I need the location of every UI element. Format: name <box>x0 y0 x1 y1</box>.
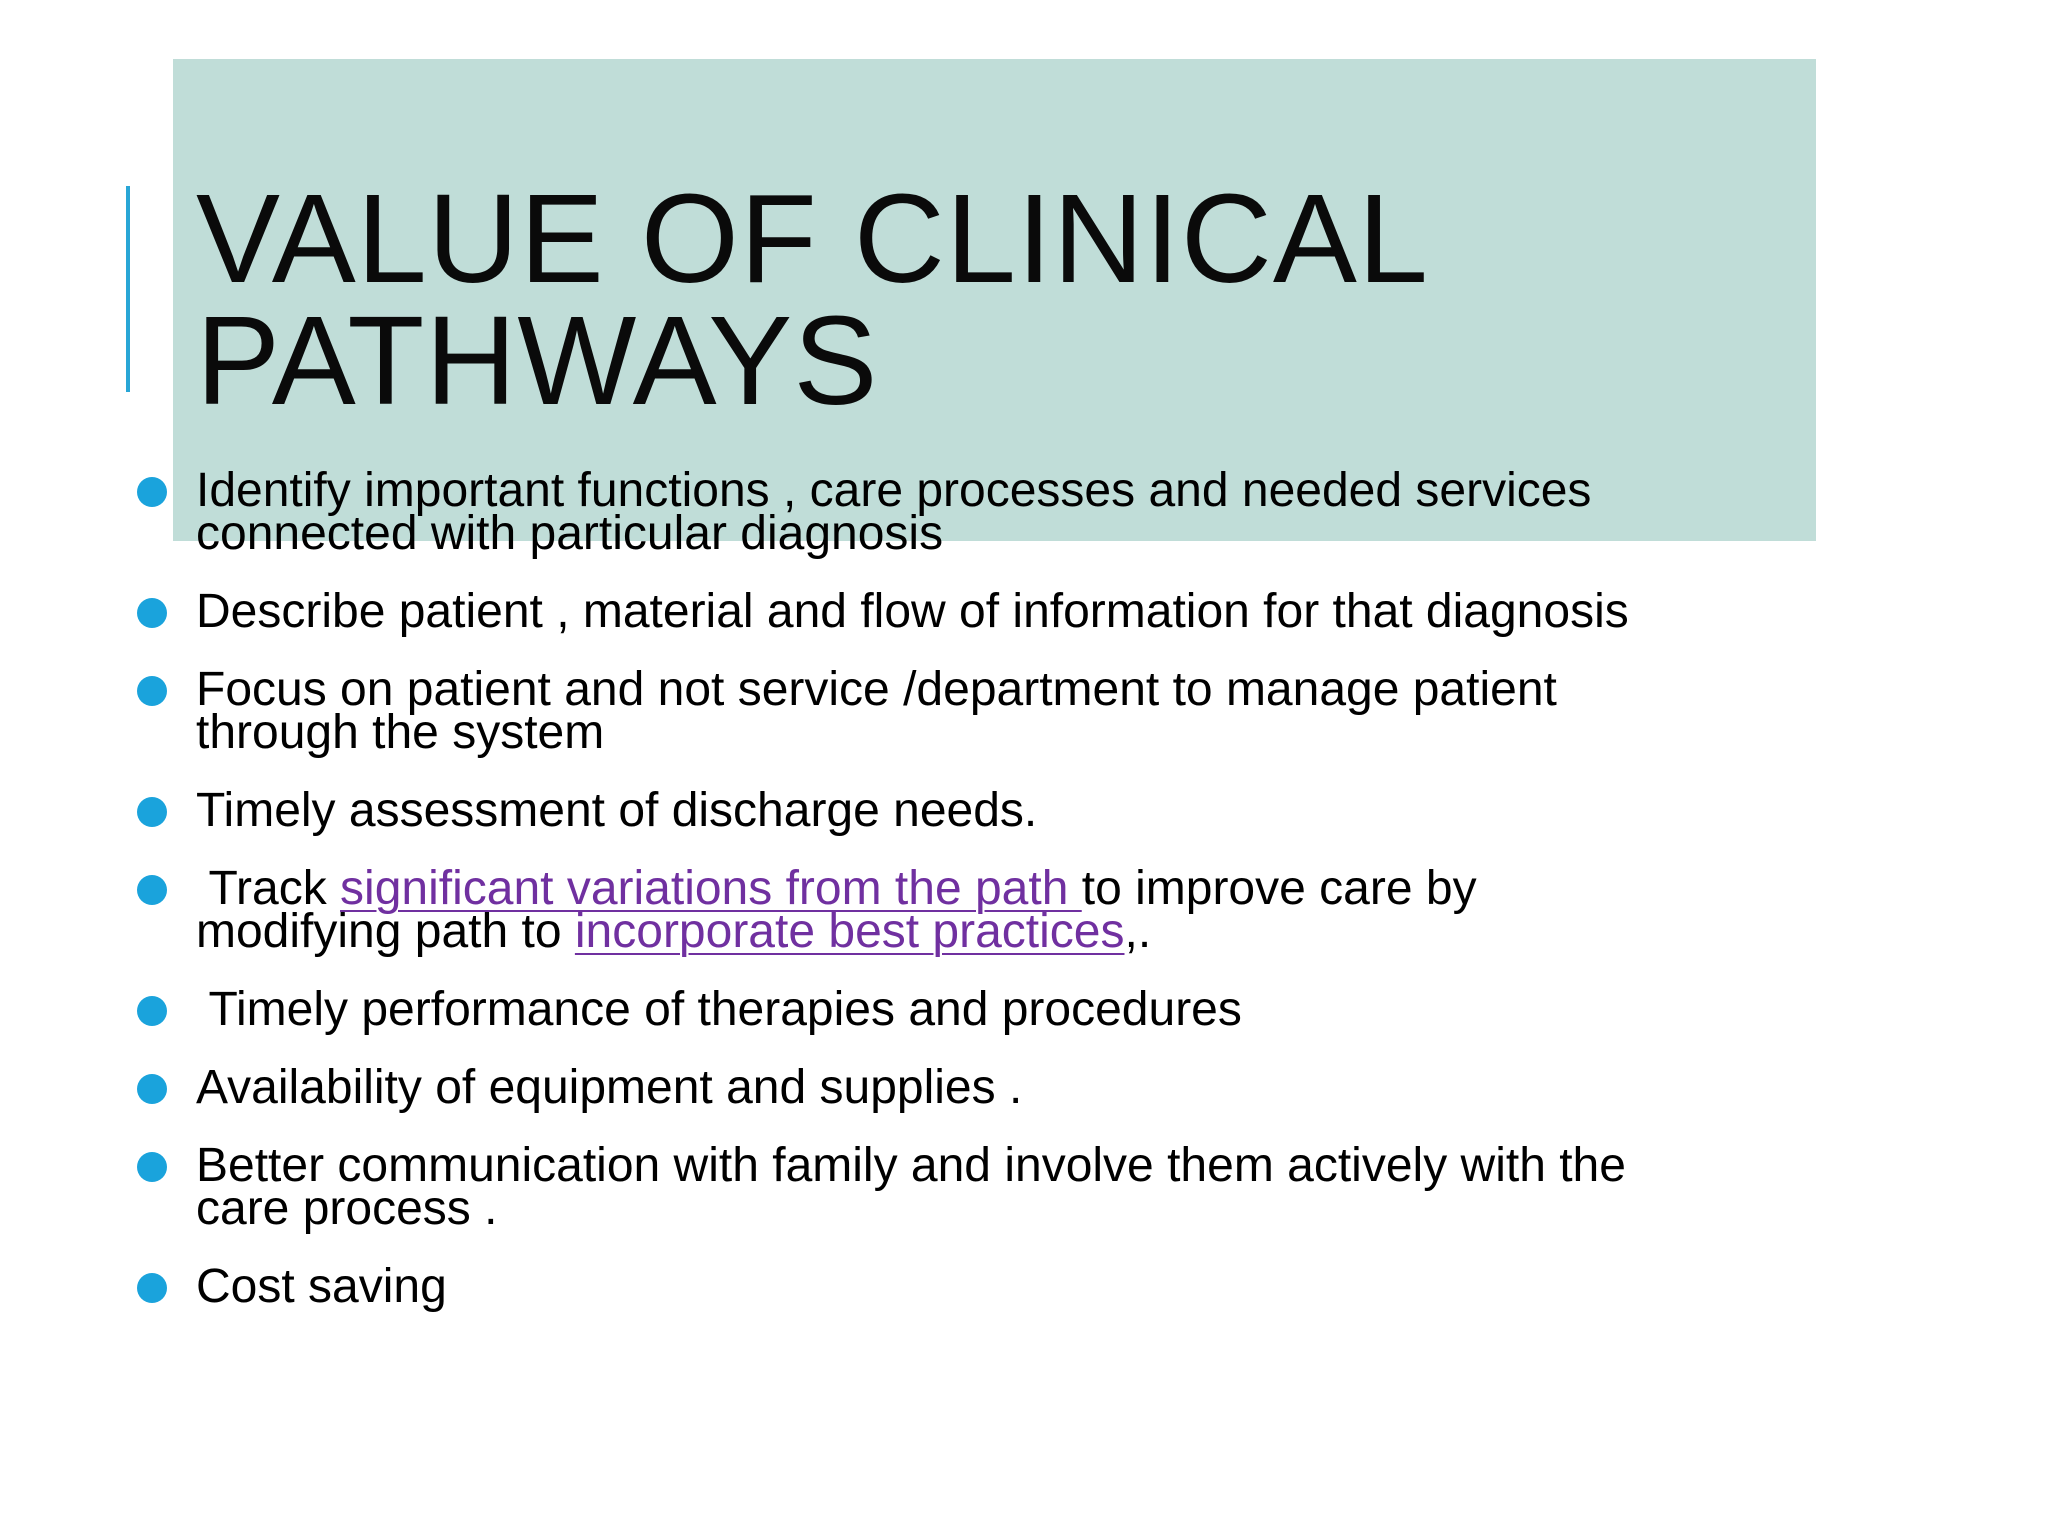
bullet-text-line-2: care process . <box>196 1182 498 1235</box>
bullet-text-post-1: to improve care by <box>1081 862 1477 915</box>
bullet-item-describe-patient <box>196 585 1806 638</box>
bullet-text-pre-2: modifying path to <box>196 905 575 958</box>
bullet-text-line-1: Timely performance of therapies and procedures <box>196 983 1242 1036</box>
title-line-2: PATHWAYS <box>196 290 879 431</box>
bullet-text-line-1: Focus on patient and not service /department to manage patient <box>196 663 1557 716</box>
bullet-item-equipment-supplies <box>196 1061 1806 1114</box>
bullet-text-pre-1: Track <box>196 862 341 915</box>
bullet-dot-icon <box>137 1074 167 1104</box>
bullet-item-track-variations <box>196 862 1806 958</box>
title-line-1: VALUE OF CLINICAL <box>196 168 1430 309</box>
bullet-text-line-2: through the system <box>196 706 605 759</box>
bullet-item-therapies-procedures <box>196 983 1806 1036</box>
bullet-item-family-communication <box>196 1139 1806 1235</box>
bullet-text-line-2: connected with particular diagnosis <box>196 507 944 560</box>
bullet-text-line-1: Better communication with family and involve them actively with the <box>196 1139 1626 1192</box>
bullet-dot-icon <box>137 996 167 1026</box>
bullet-dot-icon <box>137 1152 167 1182</box>
bullet-text-post-2: ,. <box>1124 905 1152 958</box>
bullet-text-line-1: Cost saving <box>196 1260 447 1313</box>
bullet-dot-icon <box>137 477 167 507</box>
bullet-item-focus-on-patient <box>196 663 1806 759</box>
bullet-item-identify-functions <box>196 464 1806 560</box>
bullet-text-line-1: Timely assessment of discharge needs. <box>196 784 1038 837</box>
bullet-dot-icon <box>137 797 167 827</box>
bullet-dot-icon <box>137 676 167 706</box>
bullet-dot-icon <box>137 875 167 905</box>
bullet-text-line-1: Availability of equipment and supplies . <box>196 1061 1023 1114</box>
link-incorporate-best-practices[interactable]: incorporate best practices <box>574 905 1125 958</box>
bullet-dot-icon <box>137 1273 167 1303</box>
bullet-item-cost-saving <box>196 1260 1806 1313</box>
link-significant-variations[interactable]: significant variations from the path <box>340 862 1082 915</box>
bullet-dot-icon <box>137 598 167 628</box>
bullet-text-line-1: Describe patient , material and flow of information for that diagnosis <box>196 585 1629 638</box>
bullet-item-discharge-needs <box>196 784 1806 837</box>
bullet-text-line-1: Identify important functions , care processes and needed services <box>196 464 1592 517</box>
